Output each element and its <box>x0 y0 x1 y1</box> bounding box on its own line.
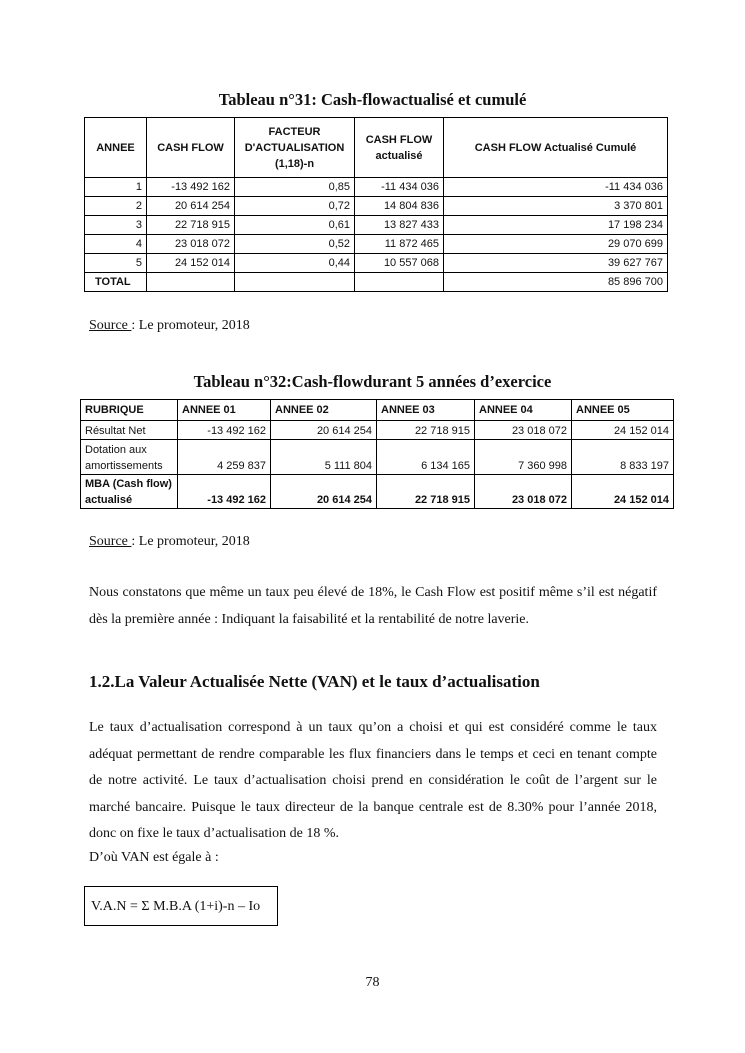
cell-actualise: -11 434 036 <box>355 178 444 197</box>
table-row <box>81 421 674 440</box>
cell-actualise: 13 827 433 <box>355 216 444 235</box>
table-row <box>85 178 668 197</box>
header-cf-cumule: CASH FLOW Actualisé Cumulé <box>444 118 668 178</box>
cell-cash-flow: 23 018 072 <box>147 235 235 254</box>
header-annee-03: ANNEE 03 <box>377 400 475 421</box>
total-label: TOTAL <box>85 273 147 292</box>
cell-actualise: 14 804 836 <box>355 197 444 216</box>
cell-cumule: 39 627 767 <box>444 254 668 273</box>
empty-cell <box>355 273 444 292</box>
table31-title: Tableau n°31: Cash-flowactualisé et cumulé <box>218 90 527 109</box>
cell-value: -13 492 162 <box>178 421 271 440</box>
cell-value: 7 360 998 <box>475 440 572 475</box>
cell-value: 23 018 072 <box>475 475 572 509</box>
table-row <box>85 216 668 235</box>
cell-facteur: 0,44 <box>235 254 355 273</box>
cell-cumule: 29 070 699 <box>444 235 668 254</box>
cash-flow-5-years-table <box>80 399 674 509</box>
cell-cash-flow: 24 152 014 <box>147 254 235 273</box>
row-label: MBA (Cash flow) actualisé <box>81 475 178 509</box>
row-label: Dotation aux amortissements <box>81 440 178 475</box>
paragraph-discount-rate: Le taux d’actualisation correspond à un taux qu’on a choisi et qui est considéré comme le taux adéquat permettant de rendre comparable les flux financiers dans le temps et ceci en tenant compte de notre activité. Le taux d’actualisation choisi prend en considération le coût de l’argent sur le marché bancaire. Puisque le taux directeur de la banque centrale est de 8.30% pour l’année 2018, donc on fixe le taux d’actualisation de 18 %. <box>89 720 657 841</box>
cell-value: 24 152 014 <box>572 421 674 440</box>
cell-value: 22 718 915 <box>377 421 475 440</box>
source-label: Source <box>89 318 132 333</box>
cell-value: -13 492 162 <box>178 475 271 509</box>
table31-source <box>89 318 250 334</box>
table32-source <box>89 534 250 550</box>
source-text: : Le promoteur, 2018 <box>131 534 250 549</box>
header-cash-flow: CASH FLOW <box>147 118 235 178</box>
header-annee-04: ANNEE 04 <box>475 400 572 421</box>
cell-cash-flow: 20 614 254 <box>147 197 235 216</box>
cell-facteur: 0,52 <box>235 235 355 254</box>
cell-annee: 4 <box>85 235 147 254</box>
table-row <box>81 440 674 475</box>
cell-facteur: 0,85 <box>235 178 355 197</box>
cell-value: 4 259 837 <box>178 440 271 475</box>
cell-value: 22 718 915 <box>377 475 475 509</box>
table-row <box>85 235 668 254</box>
van-formula-box: V.A.N = Σ M.B.A (1+i)-n – Io <box>84 886 278 926</box>
table32-title: Tableau n°32:Cash-flowdurant 5 années d’exercice <box>193 372 552 391</box>
header-annee-01: ANNEE 01 <box>178 400 271 421</box>
cell-value: 20 614 254 <box>271 475 377 509</box>
cell-cumule: -11 434 036 <box>444 178 668 197</box>
table-row <box>81 475 674 509</box>
cell-annee: 1 <box>85 178 147 197</box>
source-label: Source <box>89 534 132 549</box>
header-rubrique: RUBRIQUE <box>81 400 178 421</box>
section-heading: 1.2.La Valeur Actualisée Nette (VAN) et le taux d’actualisation <box>89 672 540 691</box>
empty-cell <box>235 273 355 292</box>
cell-cash-flow: -13 492 162 <box>147 178 235 197</box>
cell-facteur: 0,61 <box>235 216 355 235</box>
cell-value: 20 614 254 <box>271 421 377 440</box>
cash-flow-discounted-table <box>84 117 668 292</box>
cell-value: 6 134 165 <box>377 440 475 475</box>
total-row <box>85 273 668 292</box>
cell-actualise: 10 557 068 <box>355 254 444 273</box>
cell-actualise: 11 872 465 <box>355 235 444 254</box>
table-row <box>85 254 668 273</box>
table-row <box>85 197 668 216</box>
cell-annee: 3 <box>85 216 147 235</box>
header-annee-02: ANNEE 02 <box>271 400 377 421</box>
empty-cell <box>147 273 235 292</box>
paragraph-conclusion: Nous constatons que même un taux peu élevé de 18%, le Cash Flow est positif même s’il est négatif dès la première année : Indiquant la faisabilité et la rentabilité de notre laverie. <box>89 585 657 627</box>
cell-value: 5 111 804 <box>271 440 377 475</box>
total-value: 85 896 700 <box>444 273 668 292</box>
cell-annee: 5 <box>85 254 147 273</box>
cell-cash-flow: 22 718 915 <box>147 216 235 235</box>
row-label: Résultat Net <box>81 421 178 440</box>
header-cf-actualise: CASH FLOW actualisé <box>355 118 444 178</box>
paragraph-van-intro: D’où VAN est égale à : <box>89 850 219 865</box>
page-number: 78 <box>365 975 380 990</box>
cell-value: 23 018 072 <box>475 421 572 440</box>
source-text: : Le promoteur, 2018 <box>131 318 250 333</box>
cell-value: 24 152 014 <box>572 475 674 509</box>
header-annee-05: ANNEE 05 <box>572 400 674 421</box>
header-annee: ANNEE <box>85 118 147 178</box>
cell-cumule: 3 370 801 <box>444 197 668 216</box>
header-facteur: FACTEUR D'ACTUALISATION (1,18)-n <box>235 118 355 178</box>
cell-cumule: 17 198 234 <box>444 216 668 235</box>
cell-annee: 2 <box>85 197 147 216</box>
cell-value: 8 833 197 <box>572 440 674 475</box>
cell-facteur: 0,72 <box>235 197 355 216</box>
